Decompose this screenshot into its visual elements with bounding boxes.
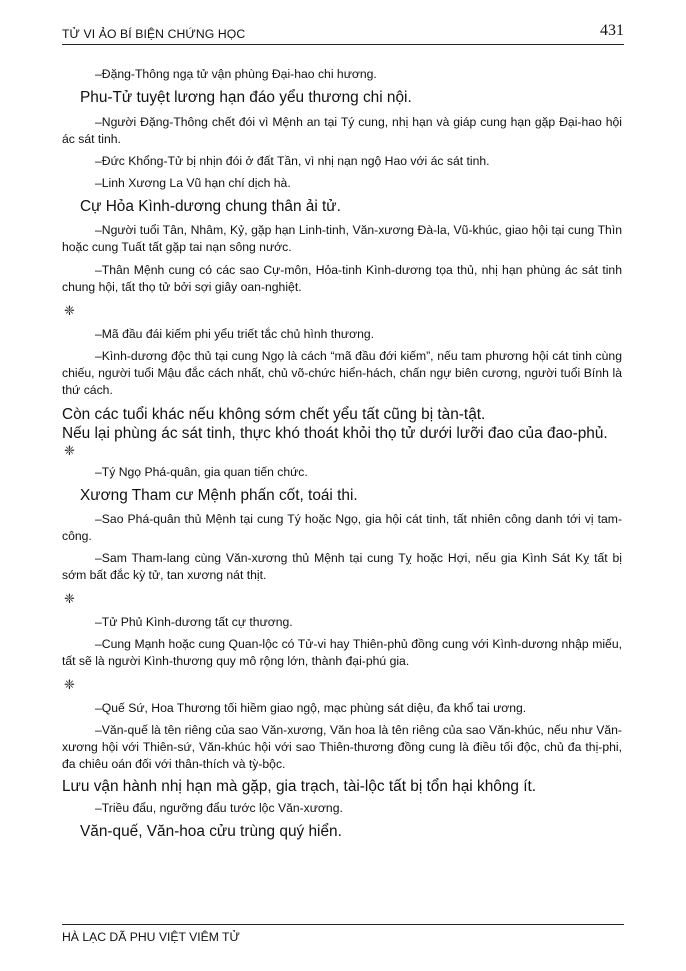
prose-paragraph: –Triều đẩu, ngưỡng đẩu tước lộc Văn-xương. xyxy=(95,801,343,815)
verse-line: Còn các tuổi khác nếu không sớm chết yểu tất cũng bị tàn-tật. xyxy=(62,406,486,423)
prose-paragraph: –Đặng-Thông ngạ tử vận phùng Đại-hao chi hương. xyxy=(95,67,377,81)
prose-paragraph: –Thân Mệnh cung có các sao Cự-môn, Hỏa-tinh Kình-dương tọa thủ, nhị hạn phùng ác sát tinh chung hội, tất thọ tử bởi sợi giây oan-nghiệt. xyxy=(62,263,622,294)
page-footer xyxy=(62,924,624,944)
verse-line: Lưu vận hành nhị hạn mà gặp, gia trạch, tài-lộc tất bị tổn hại không ít. xyxy=(62,778,537,795)
prose-paragraph: –Sam Tham-lang cùng Văn-xương thủ Mệnh tại cung Tỵ hoặc Hợi, nếu gia Kình Sát Kỵ tất bị sớm bất đắc kỳ tử, tan xương nát thịt. xyxy=(62,551,622,582)
page-header xyxy=(62,22,624,45)
prose-paragraph: –Quế Sứ, Hoa Thương tối hiềm giao ngộ, mạc phùng sát diệu, đa khổ tai ương. xyxy=(95,701,527,715)
prose-paragraph: –Sao Phá-quân thủ Mệnh tại cung Tý hoặc Ngọ, gia hội cát tinh, tất nhiên công danh tới vị tam-công. xyxy=(62,512,622,543)
verse-line: Văn-quế, Văn-hoa cửu trùng quý hiển. xyxy=(80,823,342,840)
verse-line: Phu-Tử tuyệt lương hạn đáo yểu thương chi nội. xyxy=(80,89,412,106)
section-separator-icon: ❈ xyxy=(64,443,75,458)
prose-paragraph: –Kình-dương độc thủ tại cung Ngọ là cách “mã đầu đới kiếm”, nếu tam phương hội cát tinh cùng chiếu, người tuổi Mậu đắc cách nhất, chủ võ-chức hiển-hách, chấn ngự biên cương, người tuổi Bính là thứ cách. xyxy=(62,349,622,397)
prose-paragraph: –Tử Phủ Kình-dương tất cự thương. xyxy=(95,615,293,629)
page-body xyxy=(62,55,622,842)
prose-paragraph: –Linh Xương La Vũ hạn chí dịch hà. xyxy=(95,176,291,190)
prose-paragraph: –Đức Khổng-Tử bị nhịn đói ở đất Tần, vì nhị nạn ngộ Hao với ác sát tinh. xyxy=(95,154,490,168)
section-separator-icon: ❈ xyxy=(64,303,75,318)
prose-paragraph: –Người tuổi Tân, Nhâm, Kỷ, gặp hạn Linh-tinh, Văn-xương Đà-la, Vũ-khúc, giao hội tại cung Thìn hoặc cung Tuất tất gặp tai nạn sông nước. xyxy=(62,223,622,254)
section-separator-icon: ❈ xyxy=(64,677,75,692)
prose-paragraph: –Tý Ngọ Phá-quân, gia quan tiến chức. xyxy=(95,465,308,479)
footer-author: HÀ LẠC DÃ PHU VIỆT VIÊM TỬ xyxy=(62,930,240,944)
prose-paragraph: –Người Đặng-Thông chết đói vì Mệnh an tại Tý cung, nhị hạn và giáp cung hạn gặp Đại-hao hội ác sát tinh. xyxy=(62,115,622,146)
verse-line: Cự Hỏa Kình-dương chung thân ải tử. xyxy=(80,198,341,215)
prose-paragraph: –Văn-quế là tên riêng của sao Văn-xương, Văn hoa là tên riêng của sao Văn-khúc, nếu như Văn-xương hội với Thiên-sứ, Văn-khúc hội với sao Thiên-thương đồng cung là điều tối độc, chủ đa thị-phi, đa chiêu oán đối với thân-thích và tỳ-bộc. xyxy=(62,723,622,771)
prose-paragraph: –Cung Mạnh hoặc cung Quan-lộc có Tử-vi hay Thiên-phủ đồng cung với Kình-dương nhập miếu, tất sẽ là người Kình-thương quy mô rộng lớn, thành đại-phú gia. xyxy=(62,637,622,668)
verse-line: Nếu lại phùng ác sát tinh, thực khó thoát khỏi thọ tử dưới lưỡi đao của đao-phủ. xyxy=(62,425,608,442)
verse-line: Xương Tham cư Mệnh phấn cốt, toái thi. xyxy=(80,487,358,504)
prose-paragraph: –Mã đầu đái kiếm phi yểu triết tắc chủ hình thương. xyxy=(95,327,375,341)
section-separator-icon: ❈ xyxy=(64,591,75,606)
running-title: TỬ VI ẢO BÍ BIỆN CHỨNG HỌC xyxy=(62,27,246,41)
page-number: 431 xyxy=(600,22,624,39)
